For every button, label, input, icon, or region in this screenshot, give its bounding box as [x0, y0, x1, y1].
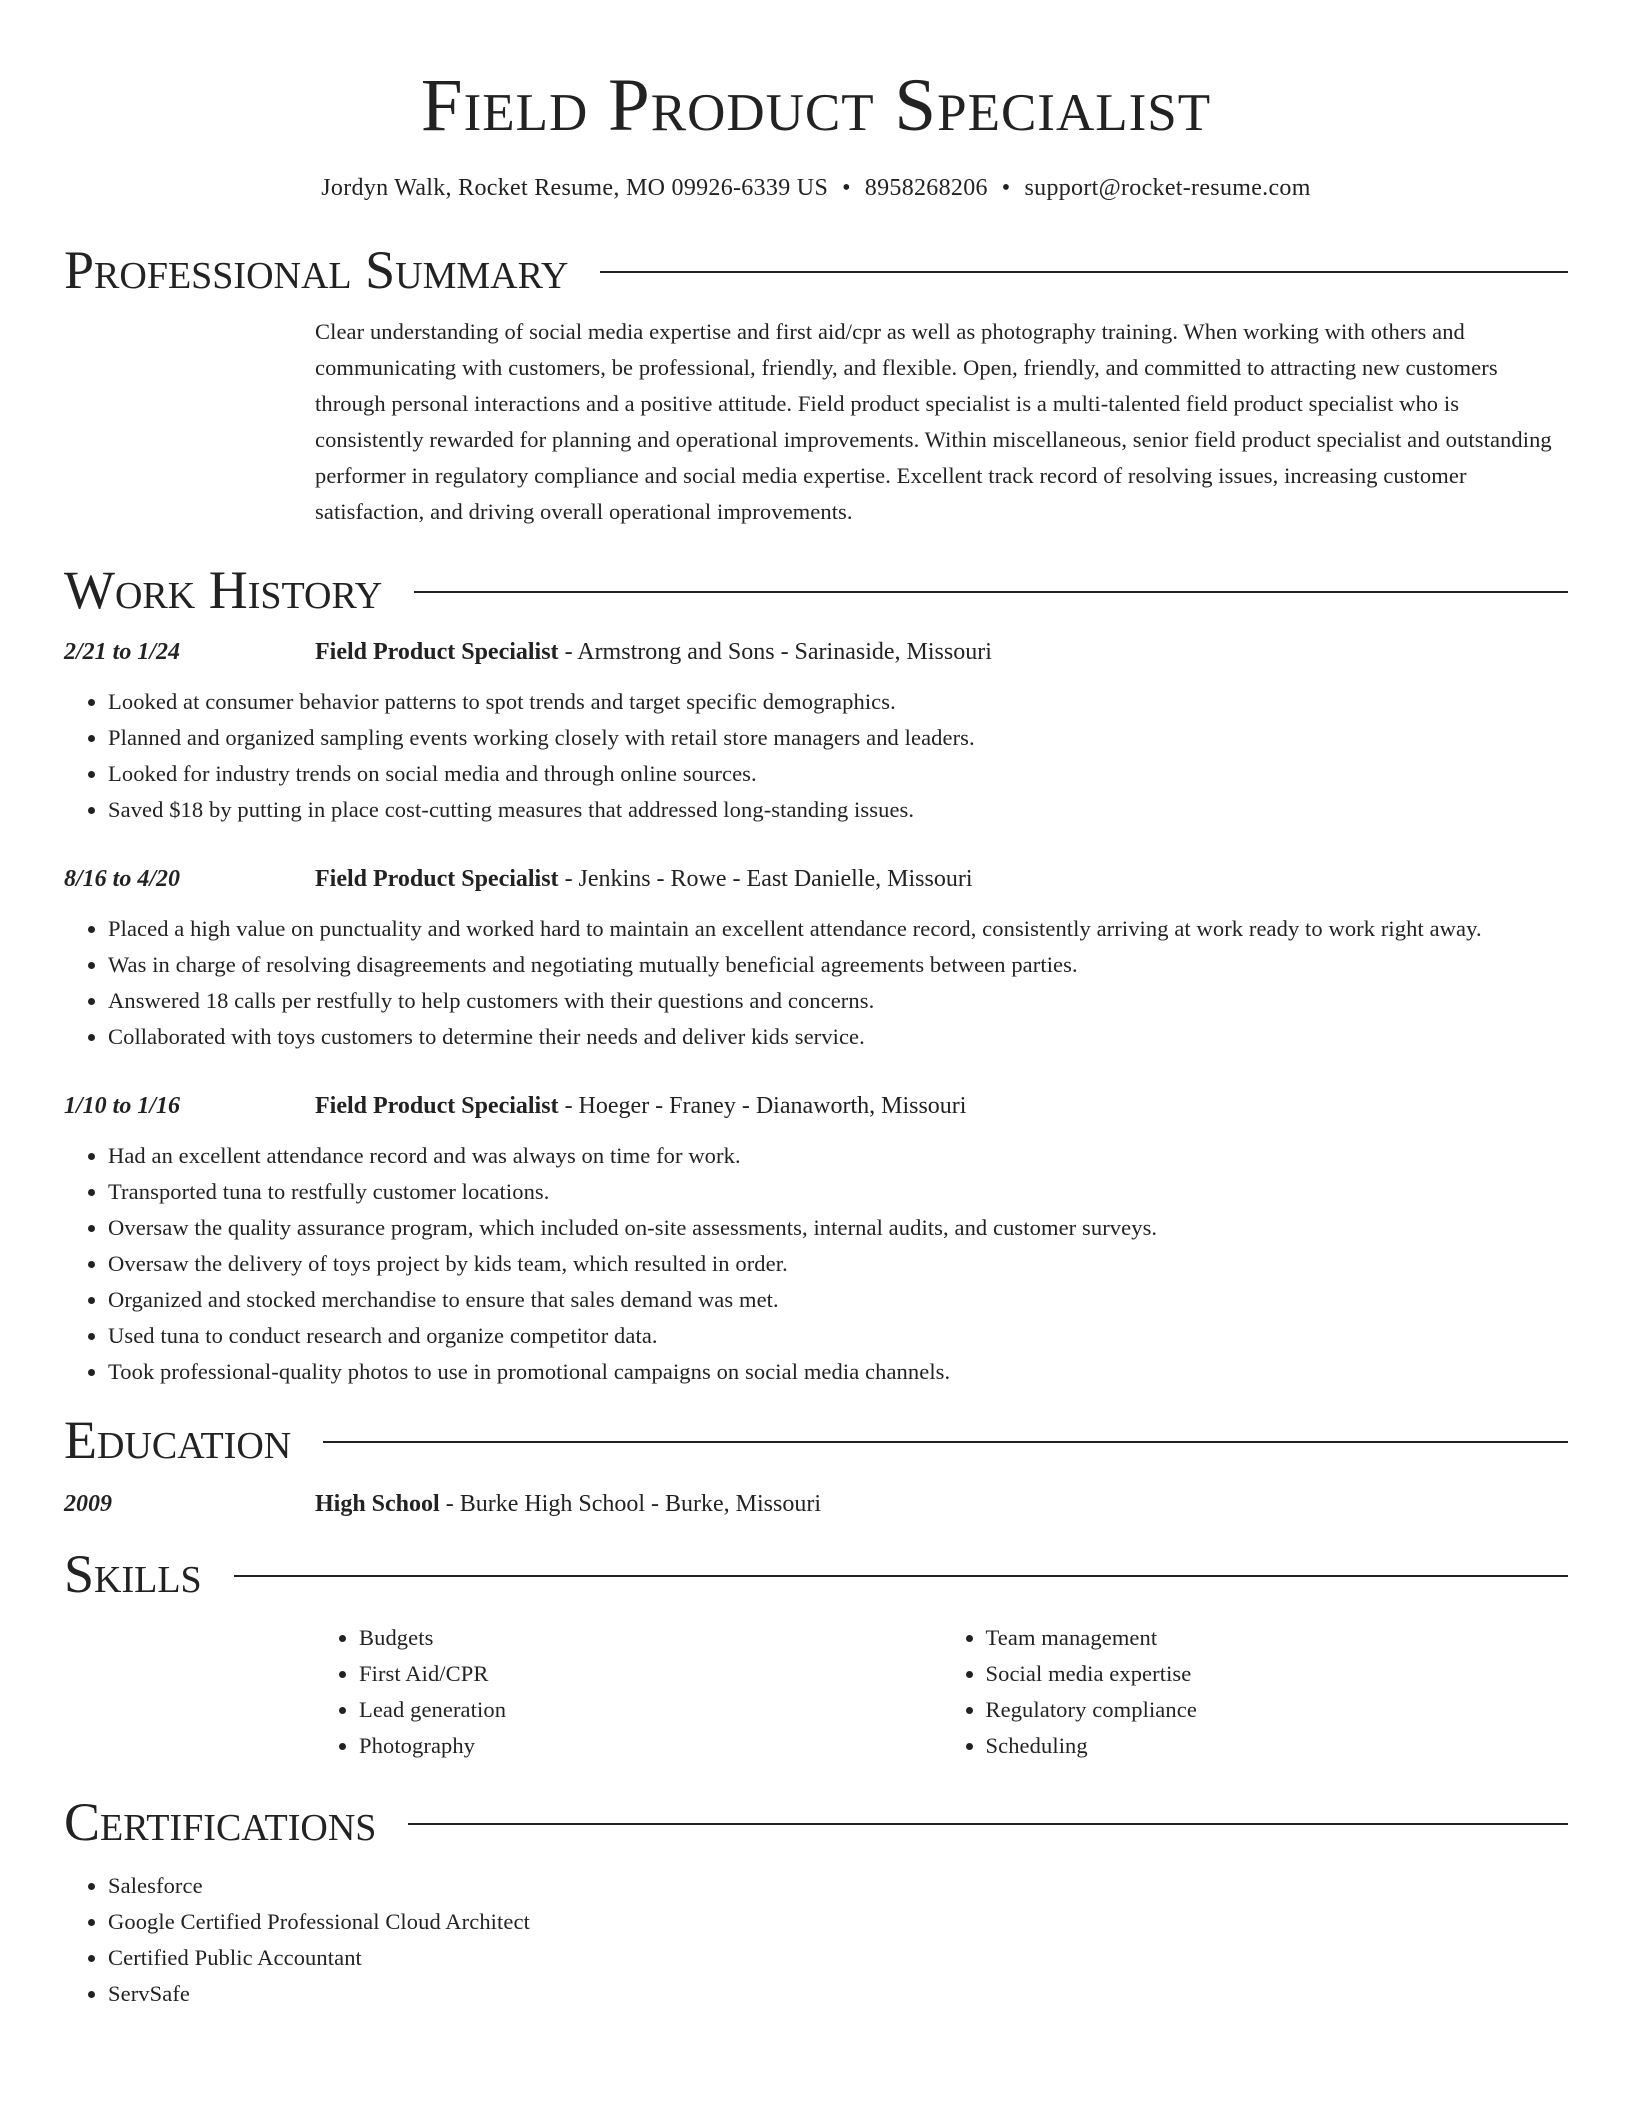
job-bullet: • Saved $18 by putting in place cost-cutting measures that addressed long-standing issues. [108, 792, 1568, 828]
job-bullet: • Looked for industry trends on social media and through online sources. [108, 756, 1568, 792]
resume-page [64, 0, 1568, 2012]
skills-section-header [64, 1542, 1568, 1606]
skills-grid [315, 1620, 1568, 1764]
job-bullet: • Was in charge of resolving disagreements and negotiating mutually beneficial agreements between parties. [108, 947, 1568, 983]
contact-line [64, 172, 1568, 204]
skill-item: • Lead generation [359, 1692, 942, 1728]
job-role [315, 1088, 966, 1124]
job-bullet: • Oversaw the quality assurance program, which included on-site assessments, internal audits, and customer surveys. [108, 1210, 1568, 1246]
summary-heading: Professional Summary [64, 240, 569, 300]
education-heading: Education [64, 1410, 292, 1470]
job-header [64, 1088, 1568, 1124]
summary-text: Clear understanding of social media expertise and first aid/cpr as well as photography training. When working with others and communicating with customers, be professional, friendly, and flexible. Open, friendly, and committed to attracting new customers through personal interactions and a positive attitude. Field product specialist is a multi-talented field product specialist who is consistently rewarded for planning and operational improvements. Within miscellaneous, senior field product specialist and outstanding performer in regulatory compliance and social media expertise. Excellent track record of resolving issues, increasing customer satisfaction, and driving overall operational improvements. [315, 319, 1552, 524]
job-bullet: • Planned and organized sampling events working closely with retail store managers and leaders. [108, 720, 1568, 756]
section-divider [600, 271, 1568, 273]
contact-separator: • [1001, 175, 1011, 201]
job-details: - Armstrong and Sons - Sarinaside, Missouri [558, 639, 992, 665]
skills-list-left [315, 1620, 942, 1764]
contact-email: support@rocket-resume.com [1024, 175, 1311, 201]
job-title: Field Product Specialist [315, 866, 559, 892]
job-title: Field Product Specialist [315, 639, 559, 665]
education-year: 2009 [64, 1491, 112, 1517]
job-role [315, 861, 973, 897]
certification-item: • ServSafe [108, 1976, 1568, 2012]
job-details: - Hoeger - Franey - Dianaworth, Missouri [558, 1093, 967, 1119]
education-degree: High School [315, 1491, 440, 1517]
skill-item: • Team management [986, 1620, 1569, 1656]
certifications-list [64, 1868, 1568, 2012]
certifications-section-header [64, 1790, 1568, 1854]
skill-item: • Photography [359, 1728, 942, 1764]
summary-section-header [64, 238, 1568, 302]
job-bullets [64, 911, 1568, 1055]
section-divider [408, 1823, 1568, 1825]
job-bullet: • Looked at consumer behavior patterns to spot trends and target specific demographics. [108, 684, 1568, 720]
job-bullets [64, 684, 1568, 828]
job-header [64, 861, 1568, 897]
job-entry [64, 634, 1568, 828]
education-entry [64, 1486, 1568, 1522]
job-details: - Jenkins - Rowe - East Danielle, Missouri [558, 866, 973, 892]
education-section-header [64, 1408, 1568, 1472]
job-bullet: • Transported tuna to restfully customer locations. [108, 1174, 1568, 1210]
job-title: Field Product Specialist [315, 1093, 559, 1119]
certification-item: • Google Certified Professional Cloud Architect [108, 1904, 1568, 1940]
education-role [315, 1486, 821, 1522]
job-dates: 2/21 to 1/24 [64, 639, 181, 665]
section-divider [234, 1575, 1568, 1577]
skill-item: • Social media expertise [986, 1656, 1569, 1692]
work-heading: Work History [64, 560, 383, 620]
certification-item: • Certified Public Accountant [108, 1940, 1568, 1976]
section-divider [323, 1441, 1568, 1443]
certifications-heading: Certifications [64, 1792, 377, 1852]
job-bullet: • Had an excellent attendance record and was always on time for work. [108, 1138, 1568, 1174]
work-section-header [64, 558, 1568, 622]
job-entry [64, 861, 1568, 1055]
job-dates: 8/16 to 4/20 [64, 866, 181, 892]
certification-item: • Salesforce [108, 1868, 1568, 1904]
contact-phone: 8958268206 [864, 175, 988, 201]
job-role [315, 634, 992, 670]
job-bullet: • Oversaw the delivery of toys project by kids team, which resulted in order. [108, 1246, 1568, 1282]
skill-item: • Budgets [359, 1620, 942, 1656]
job-bullet: • Answered 18 calls per restfully to help customers with their questions and concerns. [108, 983, 1568, 1019]
skill-item: • Scheduling [986, 1728, 1569, 1764]
job-dates: 1/10 to 1/16 [64, 1093, 181, 1119]
skills-heading: Skills [64, 1544, 202, 1604]
contact-address: Jordyn Walk, Rocket Resume, MO 09926-6339 US [321, 175, 829, 201]
job-bullet: • Organized and stocked merchandise to ensure that sales demand was met. [108, 1282, 1568, 1318]
job-header [64, 634, 1568, 670]
education-details: - Burke High School - Burke, Missouri [439, 1491, 822, 1517]
job-bullet: • Placed a high value on punctuality and worked hard to maintain an excellent attendance record, consistently arriving at work ready to work right away. [108, 911, 1568, 947]
section-divider [414, 591, 1568, 593]
skill-item: • Regulatory compliance [986, 1692, 1569, 1728]
resume-title: Field Product Specialist [420, 64, 1212, 147]
contact-separator: • [842, 175, 851, 201]
job-bullets [64, 1138, 1568, 1390]
job-bullet: • Took professional-quality photos to use in promotional campaigns on social media channels. [108, 1354, 1568, 1390]
skills-list-right [942, 1620, 1569, 1764]
job-bullet: • Collaborated with toys customers to determine their needs and deliver kids service. [108, 1019, 1568, 1055]
job-entry [64, 1088, 1568, 1390]
skill-item: • First Aid/CPR [359, 1656, 942, 1692]
job-bullet: • Used tuna to conduct research and organize competitor data. [108, 1318, 1568, 1354]
